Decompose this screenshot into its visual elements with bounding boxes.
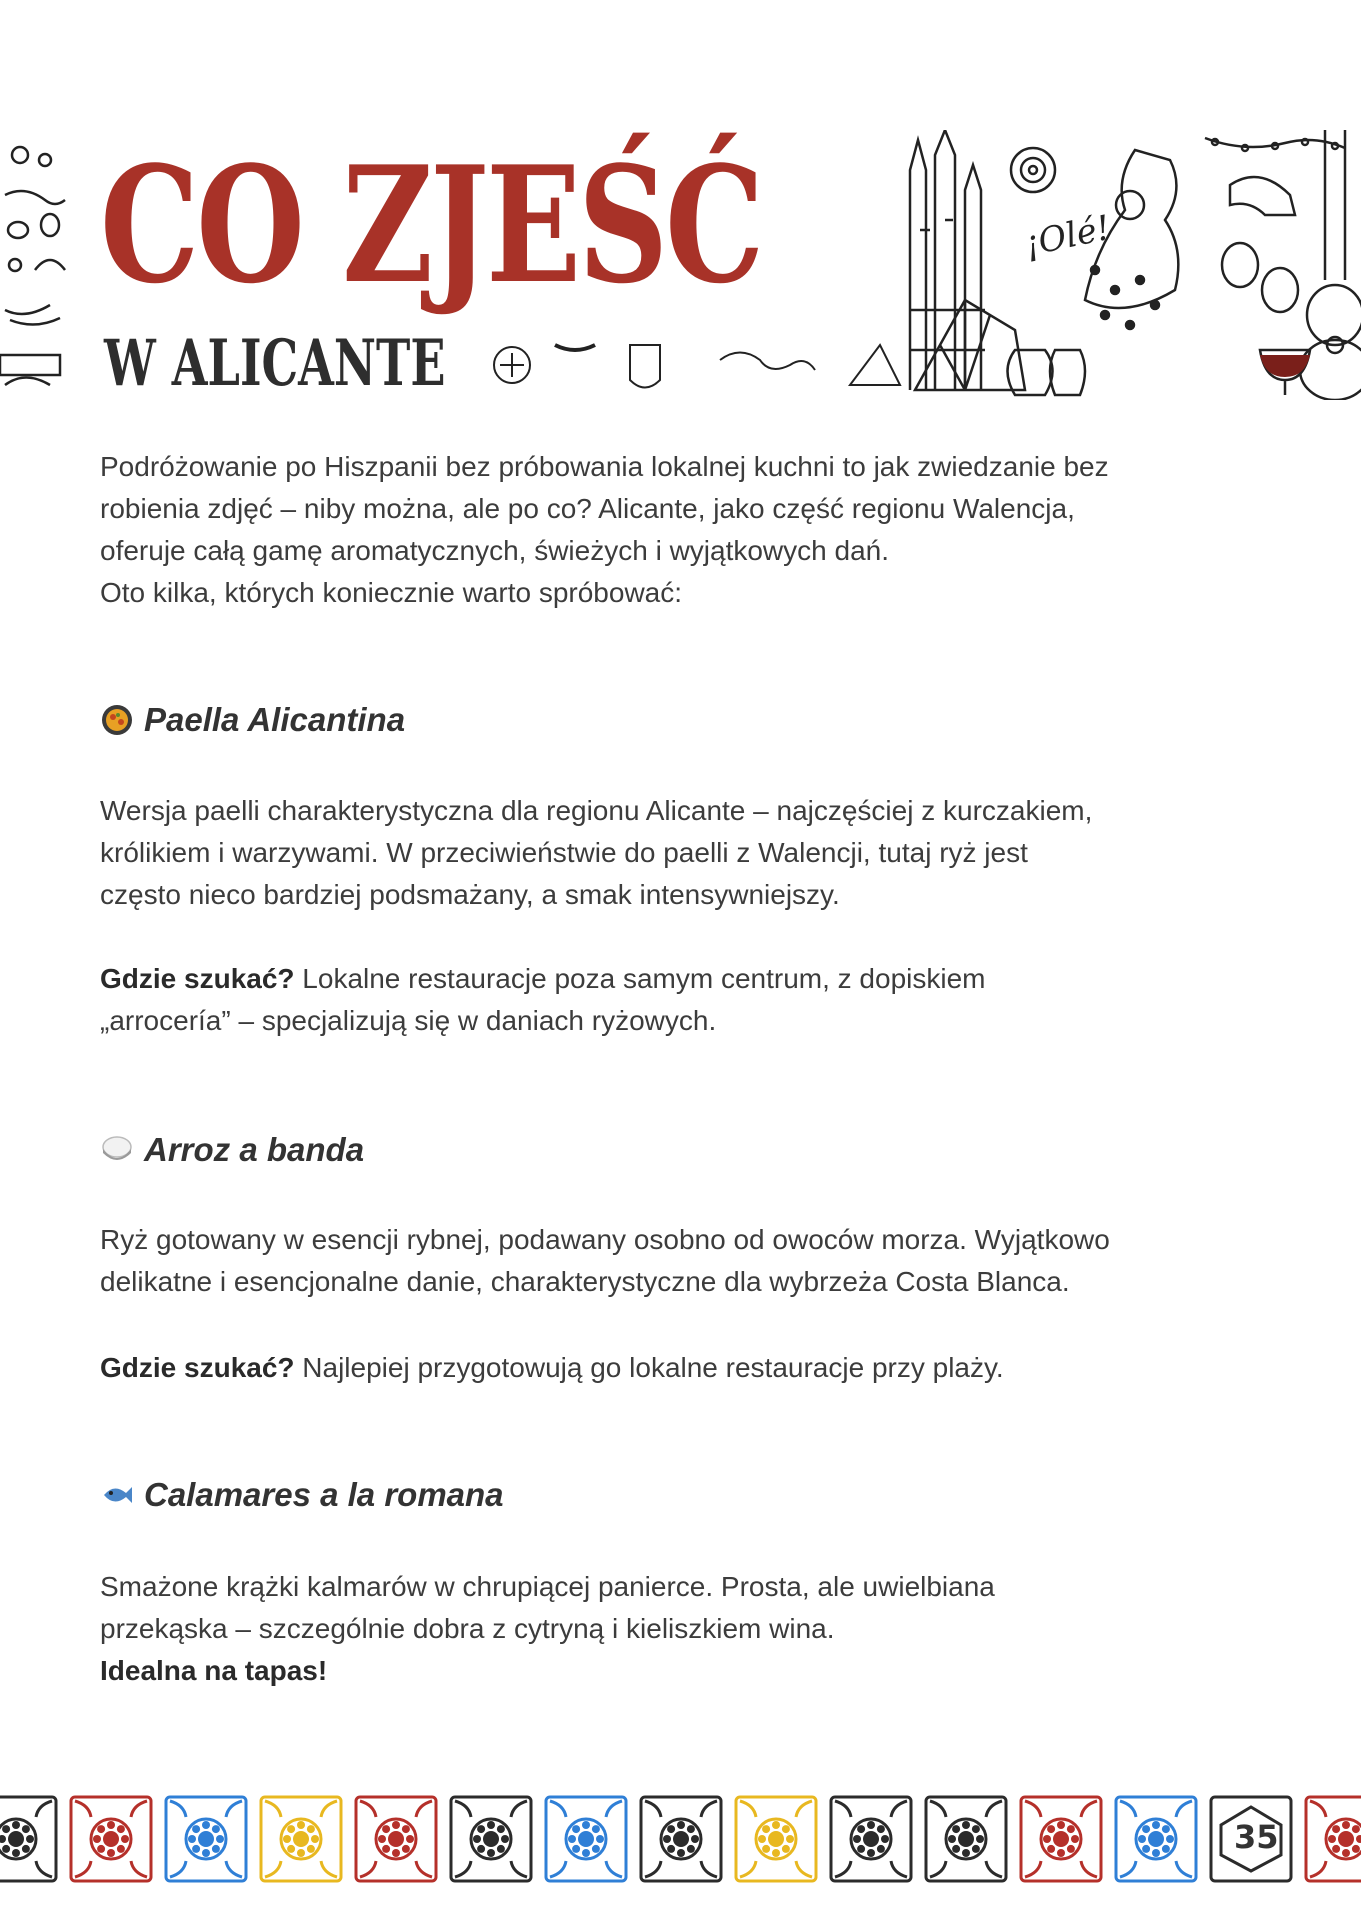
tile-pattern xyxy=(734,1795,818,1883)
tile-pattern xyxy=(639,1795,723,1883)
dish-title: Calamares a la romana xyxy=(144,1476,504,1513)
dish-description-line: delikatne i esencjonalne danie, charakterystyczne dla wybrzeża Costa Blanca. xyxy=(100,1266,1070,1297)
where-label: Gdzie szukać? xyxy=(100,1352,295,1383)
where-to-find xyxy=(100,958,1280,1042)
doodle-illustrations-middle xyxy=(490,335,910,400)
intro-line: Oto kilka, których koniecznie warto spróbować: xyxy=(100,577,683,608)
doodle-illustrations-left xyxy=(0,135,70,400)
where-to-find xyxy=(100,1347,1280,1389)
tile-pattern xyxy=(924,1795,1008,1883)
ole-text: ¡Olé! xyxy=(1021,207,1114,265)
intro-line: Podróżowanie po Hiszpanii bez próbowania lokalnej kuchni to jak zwiedzanie bez xyxy=(100,451,1109,482)
tile-pattern xyxy=(829,1795,913,1883)
dish-description-line: przekąska – szczególnie dobra z cytryną i kieliszkiem wina. xyxy=(100,1613,835,1644)
tile-pattern xyxy=(164,1795,248,1883)
rice-bowl-icon xyxy=(100,1133,134,1167)
dish-description-line: Wersja paelli charakterystyczna dla regionu Alicante – najczęściej z kurczakiem, xyxy=(100,795,1093,826)
tile-pattern xyxy=(354,1795,438,1883)
tile-pattern xyxy=(259,1795,343,1883)
intro-paragraph xyxy=(100,446,1280,614)
where-text: „arrocería” – specjalizują się w daniach ryżowych. xyxy=(100,1005,717,1036)
tile-pattern xyxy=(1304,1795,1361,1883)
dish-description xyxy=(100,1566,1280,1692)
dish-description-line: królikiem i warzywami. W przeciwieństwie do paelli z Walencji, tutaj ryż jest xyxy=(100,837,1028,868)
spain-doodle-illustrations xyxy=(905,130,1361,400)
tile-pattern xyxy=(544,1795,628,1883)
intro-line: robienia zdjęć – niby można, ale po co? Alicante, jako część regionu Walencja, xyxy=(100,493,1075,524)
dish-description xyxy=(100,790,1280,916)
fish-icon xyxy=(100,1478,134,1512)
where-text: Najlepiej przygotowują go lokalne restauracje przy plaży. xyxy=(294,1352,1004,1383)
page-subtitle: W ALICANTE xyxy=(104,326,446,401)
dish-description-line: często nieco bardziej podsmażany, a smak intensywniejszy. xyxy=(100,879,840,910)
dish-heading-calamares xyxy=(100,1475,504,1515)
tile-pattern xyxy=(69,1795,153,1883)
tile-pattern xyxy=(1114,1795,1198,1883)
intro-line: oferuje całą gamę aromatycznych, świeżych i wyjątkowych dań. xyxy=(100,535,890,566)
page-number: 35 xyxy=(1234,1818,1279,1856)
dish-description xyxy=(100,1219,1280,1303)
decorative-tile-border xyxy=(0,1795,1361,1885)
tile-pattern xyxy=(1019,1795,1103,1883)
dish-description-line: Smażone krążki kalmarów w chrupiącej panierce. Prosta, ale uwielbiana xyxy=(100,1571,995,1602)
dish-description-line: Ryż gotowany w esencji rybnej, podawany osobno od owoców morza. Wyjątkowo xyxy=(100,1224,1110,1255)
dish-title: Arroz a banda xyxy=(144,1131,365,1168)
where-label: Gdzie szukać? xyxy=(100,963,295,994)
tile-pattern xyxy=(449,1795,533,1883)
dish-heading-paella xyxy=(100,700,405,740)
dish-heading-arroz xyxy=(100,1130,364,1170)
dish-title: Paella Alicantina xyxy=(144,701,406,738)
paella-icon xyxy=(100,703,134,737)
page-header xyxy=(0,0,1361,400)
where-text: Lokalne restauracje poza samym centrum, z dopiskiem xyxy=(294,963,986,994)
page-title: CO ZJEŚĆ xyxy=(100,131,762,319)
tile-pattern xyxy=(0,1795,58,1883)
dish-emphasis: Idealna na tapas! xyxy=(100,1655,328,1686)
